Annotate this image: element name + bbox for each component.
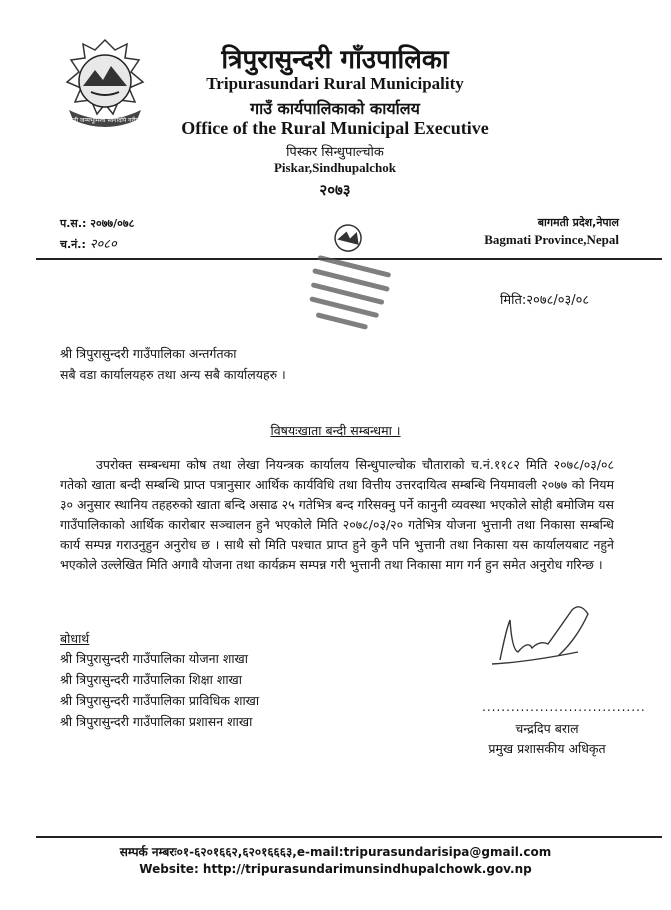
- municipality-name-english: Tripurasundari Rural Municipality: [206, 74, 464, 93]
- letter-date: मिति:२०७८/०३/०८: [500, 293, 590, 308]
- signatory-name: चन्द्रदिप बराल: [515, 721, 579, 736]
- cc-item: श्री त्रिपुरासुन्दरी गाउँपालिका प्राविधिक शाखा: [60, 693, 260, 708]
- footer-website: Website: http://tripurasundarimunsindhupalchowk.gov.np: [139, 862, 532, 876]
- cc-item: श्री त्रिपुरासुन्दरी गाउँपालिका प्रशासन शाखा: [60, 714, 253, 729]
- address-nepali: पिस्कर सिन्धुपाल्चोक: [286, 145, 384, 160]
- dispatch-number-label: च.नं.:: [60, 238, 90, 251]
- cc-title: बोधार्थ: [60, 631, 90, 646]
- cc-item: श्री त्रिपुरासुन्दरी गाउँपालिका योजना शाखा: [60, 651, 249, 666]
- cc-item: श्री त्रिपुरासुन्दरी गाउँपालिका शिक्षा शाखा: [60, 672, 243, 687]
- office-name-nepali: गाउँ कार्यपालिकाको कार्यालय: [250, 99, 420, 118]
- province-nepali: बागमती प्रदेश,नेपाल: [537, 216, 619, 229]
- signature-line: ..................................: [482, 700, 646, 714]
- office-name-english: Office of the Rural Municipal Executive: [181, 118, 489, 138]
- recipient-line-1: श्री त्रिपुरासुन्दरी गाउँपालिका अन्तर्गतका: [60, 346, 237, 361]
- established-year: २०७३: [319, 181, 351, 199]
- svg-text:जननी जन्मभूमिश्च स्वर्गादपि गर: जननी जन्मभूमिश्च स्वर्गादपि गरीयसी: [65, 117, 145, 124]
- footer-contact: सम्पर्क नम्बरः०१-६२०१६६२,६२०१६६६३,e-mail:tripurasundarisipa@gmail.com: [119, 845, 552, 859]
- footer-divider: [36, 836, 662, 838]
- letter-subject-text: विषयःखाता बन्दी सम्बन्धमा ।: [270, 423, 401, 438]
- municipality-name-nepali: त्रिपुरासुन्दरी गाँउपालिका: [221, 45, 449, 75]
- dispatch-number: [60, 234, 117, 252]
- province-english: Bagmati Province,Nepal: [484, 232, 619, 247]
- office-stamp: [288, 218, 414, 342]
- signature: [488, 600, 608, 675]
- dispatch-number-handwritten: २०८०: [89, 237, 117, 252]
- letter-number: प.स.: २०७७/०७८: [60, 217, 135, 230]
- nepal-emblem: [55, 36, 155, 128]
- letter-body: उपरोक्त सम्बन्धमा कोष तथा लेखा नियन्त्रक कार्यालय सिन्धुपाल्चोक चौताराको च.नं.११८२ मिति २०७८/०३/०८ गतेको खाता बन्दी सम्बन्धि प्राप्त पत्रानुसार आर्थिक कार्यविधि तथा वित्तीय उत्तरदायित्व सम्बन्धि नियमावली २०७७ को नियम ३० अनुसार स्थानिय तहहरुको खाता बन्दि असाढ २५ गतेभित्र बन्द गरिसक्नु पर्ने कानुनी व्यवस्था भएकोले सोही बमोजिम यस गाउँपालिकाको आर्थिक कारोबार सञ्चालन हुने भएकोले मिति २०७८/०३/२० गतेभित्र योजना भुत्तानी तथा निकासा सम्बन्धि कार्य सम्पन्न गराउनुहुन अनुरोध छ । साथै सो मिति पश्चात प्राप्त हुने कुनै पनि भुत्तानी तथा निकासा यस कार्यालयबाट नहुने भएकोले उल्लेखित मिति अगावै योजना तथा कार्यक्रम सम्पन्न गरी भुत्तानी तथा निकासा माग गर्न हुन समेत अनुरोध गरिन्छ ।: [60, 457, 614, 572]
- letter-subject: [0, 422, 671, 439]
- recipient-line-2: सबै वडा कार्यालयहरु तथा अन्य सबै कार्यालयहरु ।: [60, 367, 286, 382]
- signatory-title: प्रमुख प्रशासकीय अधिकृत: [488, 741, 606, 756]
- address-english: Piskar,Sindhupalchok: [273, 160, 396, 175]
